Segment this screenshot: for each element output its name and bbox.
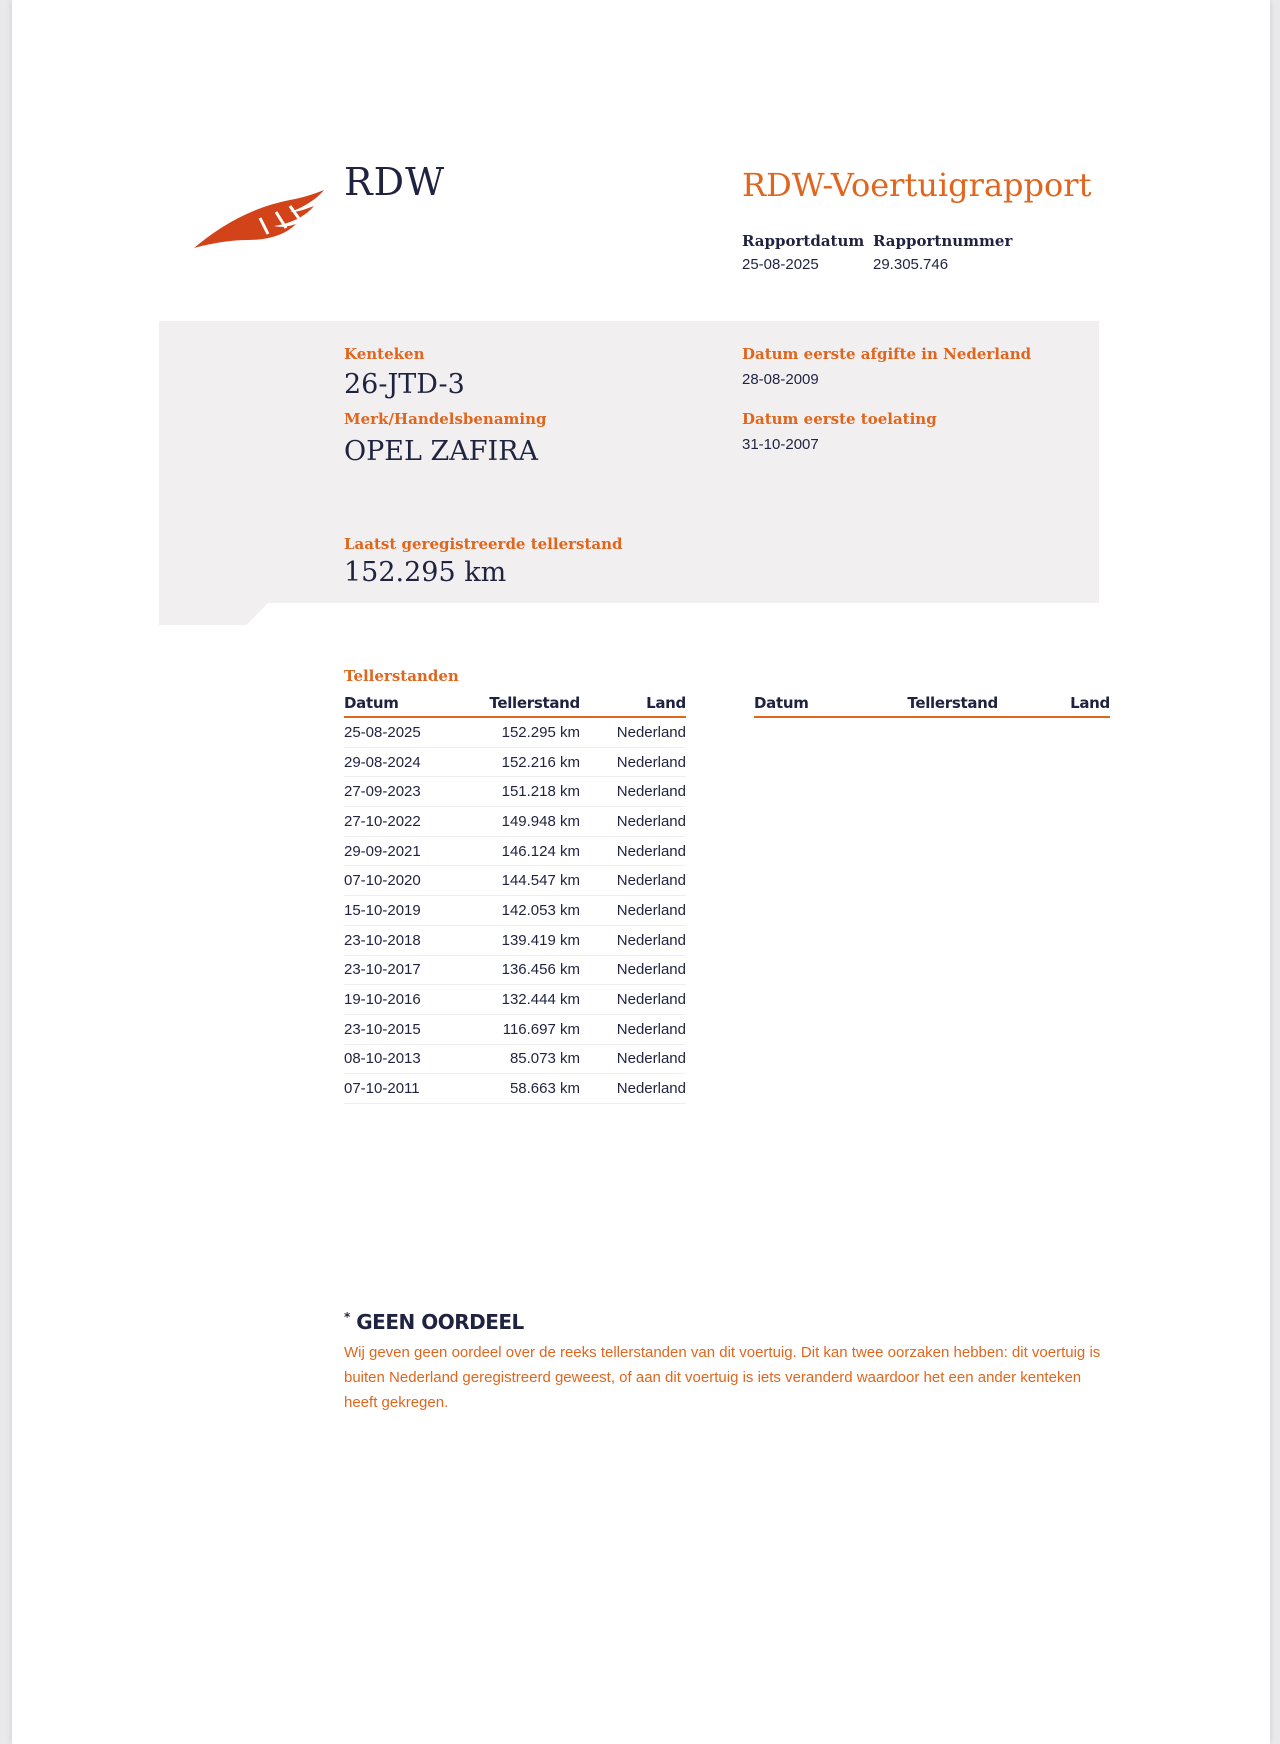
cell-country: Nederland [580,836,686,866]
cell-date: 15-10-2019 [344,896,476,926]
table-row [344,717,686,747]
table-row [344,1074,686,1104]
table-row [344,896,686,926]
cell-date: 29-09-2021 [344,836,476,866]
odometer-table-continued [754,692,1110,718]
first-registration-nl-label: Datum eerste afgifte in Nederland [742,345,1032,363]
table-row [344,777,686,807]
cell-country: Nederland [580,866,686,896]
cell-date: 19-10-2016 [344,985,476,1015]
no-judgement-title [344,1310,524,1334]
table-row [344,1014,686,1044]
report-date: 25-08-2025 [742,256,819,273]
column-header-country: Land [580,692,686,717]
cell-country: Nederland [580,1044,686,1074]
table-row [344,925,686,955]
first-admission-value: 31-10-2007 [742,436,819,453]
cell-country: Nederland [580,896,686,926]
plate-value: 26-JTD-3 [344,369,465,400]
cell-date: 25-08-2025 [344,717,476,747]
no-judgement-heading: GEEN OORDEEL [356,1310,524,1334]
cell-odometer: 139.419 km [476,925,580,955]
report-title: RDW-Voertuigrapport [742,166,1092,204]
cell-odometer: 116.697 km [476,1014,580,1044]
cell-date: 23-10-2015 [344,1014,476,1044]
cell-date: 27-09-2023 [344,777,476,807]
table-header-row [754,692,1110,717]
note-star: * [344,1310,350,1324]
table-header-row [344,692,686,717]
table-row [344,747,686,777]
cell-country: Nederland [580,955,686,985]
cell-date: 07-10-2011 [344,1074,476,1104]
cell-odometer: 142.053 km [476,896,580,926]
cell-country: Nederland [580,1014,686,1044]
odometer-table [344,692,686,1104]
table-row [344,1044,686,1074]
first-admission-label: Datum eerste toelating [742,410,937,428]
cell-country: Nederland [580,747,686,777]
cell-odometer: 85.073 km [476,1044,580,1074]
table-row [344,807,686,837]
report-number: 29.305.746 [873,256,949,273]
cell-odometer: 149.948 km [476,807,580,837]
make-value: OPEL ZAFIRA [344,436,539,467]
cell-odometer: 146.124 km [476,836,580,866]
first-registration-nl-value: 28-08-2009 [742,371,819,388]
cell-country: Nederland [580,1074,686,1104]
vehicle-summary-panel [159,321,1099,603]
report-date-label: Rapportdatum [742,232,865,250]
cell-country: Nederland [580,985,686,1015]
make-label: Merk/Handelsbenaming [344,410,547,428]
cell-odometer: 136.456 km [476,955,580,985]
cell-odometer: 144.547 km [476,866,580,896]
plate-label: Kenteken [344,345,425,363]
table-row [344,866,686,896]
cell-date: 07-10-2020 [344,866,476,896]
last-odometer-label: Laatst geregistreerde tellerstand [344,535,623,553]
cell-odometer: 152.216 km [476,747,580,777]
last-odometer-value: 152.295 km [344,557,507,588]
cell-country: Nederland [580,777,686,807]
cell-odometer: 132.444 km [476,985,580,1015]
brand-name: RDW [344,160,446,204]
column-header-odometer: Tellerstand [888,692,998,717]
odometer-section-title: Tellerstanden [344,667,459,685]
report-number-label: Rapportnummer [873,232,1013,250]
table-row [344,955,686,985]
cell-date: 23-10-2018 [344,925,476,955]
rdw-feather-logo-icon [190,178,330,258]
column-header-odometer: Tellerstand [476,692,580,717]
cell-date: 23-10-2017 [344,955,476,985]
cell-country: Nederland [580,925,686,955]
column-header-date: Datum [344,692,476,717]
cell-date: 29-08-2024 [344,747,476,777]
cell-odometer: 58.663 km [476,1074,580,1104]
table-row [344,836,686,866]
column-header-date: Datum [754,692,888,717]
cell-country: Nederland [580,717,686,747]
cell-date: 27-10-2022 [344,807,476,837]
cell-odometer: 152.295 km [476,717,580,747]
table-row [344,985,686,1015]
no-judgement-text: Wij geven geen oordeel over de reeks tellerstanden van dit voertuig. Dit kan twee oorzaken hebben: dit voertuig is buiten Nederland geregistreerd geweest, of aan dit voertuig is iets veranderd waardoor het een ander kenteken heeft gekregen. [344,1344,1101,1411]
cell-odometer: 151.218 km [476,777,580,807]
cell-date: 08-10-2013 [344,1044,476,1074]
cell-country: Nederland [580,807,686,837]
column-header-country: Land [998,692,1110,717]
